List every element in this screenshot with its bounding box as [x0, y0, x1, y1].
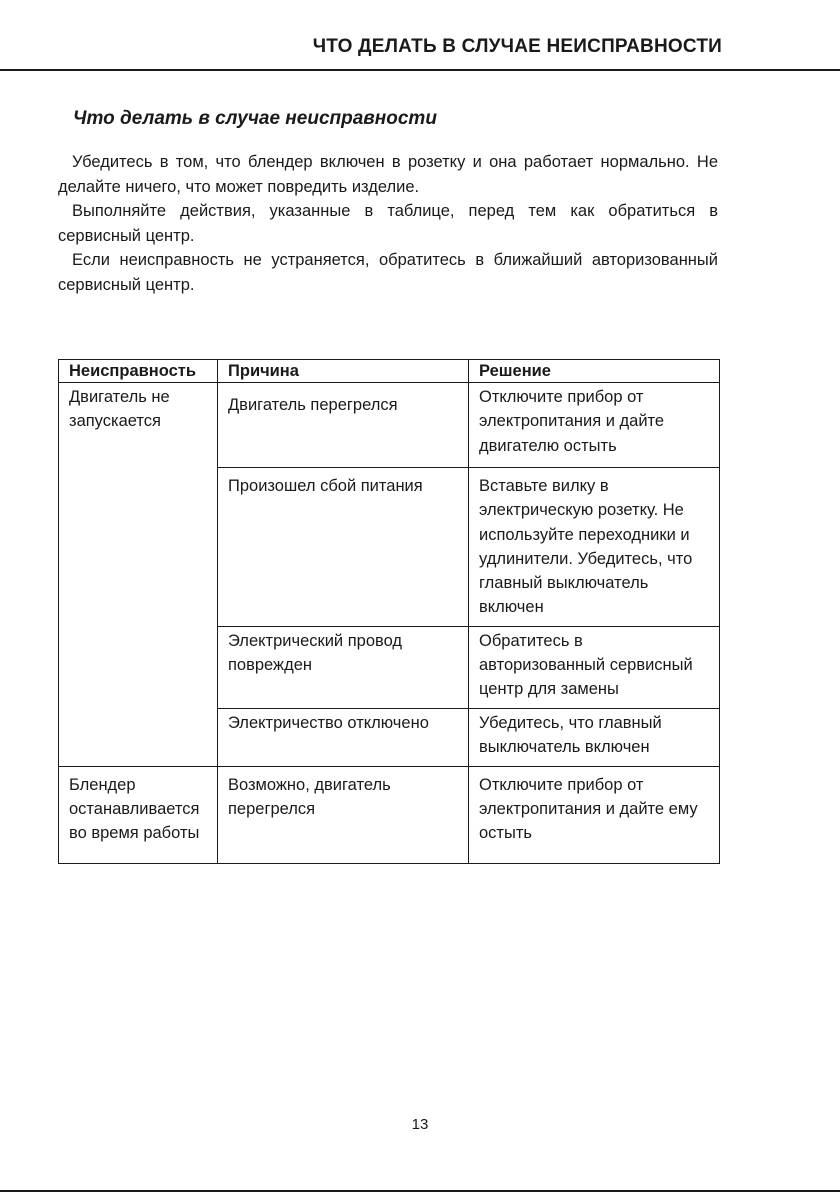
running-header: ЧТО ДЕЛАТЬ В СЛУЧАЕ НЕИСПРАВНОСТИ [312, 36, 722, 57]
header-divider [0, 69, 840, 71]
column-header-cause: Причина [218, 360, 469, 383]
page-number: 13 [411, 1116, 429, 1133]
cause-cell: Возможно, двигатель перегрелся [218, 766, 469, 863]
intro-paragraph: Если неисправность не устраняется, обратитесь в ближайший авторизованный сервисный центр. [58, 251, 718, 294]
cause-cell: Произошел сбой питания [218, 468, 469, 627]
solution-cell: Отключите прибор от электропитания и дайте ему остыть [469, 766, 720, 863]
cause-cell: Электричество отключено [218, 708, 469, 766]
cause-cell: Электрический провод поврежден [218, 626, 469, 708]
column-header-solution: Решение [469, 360, 720, 383]
problem-cell: Двигатель не запускается [59, 383, 218, 767]
problem-cell: Блендер останавливается во время работы [59, 766, 218, 863]
intro-paragraph: Убедитесь в том, что блендер включен в розетку и она работает нормально. Не делайте ничего, что может повредить изделие. [58, 153, 718, 196]
column-header-problem: Неисправность [59, 360, 218, 383]
solution-cell: Вставьте вилку в электрическую розетку. Не используйте переходники и удлинители. Убедитесь, что главный выключатель включен [469, 468, 720, 627]
troubleshooting-table [58, 359, 720, 864]
table-header-row [59, 360, 720, 383]
table-row [59, 383, 720, 468]
cause-cell: Двигатель перегрелся [218, 383, 469, 468]
intro-paragraph: Выполняйте действия, указанные в таблице, перед тем как обратиться в сервисный центр. [58, 202, 718, 245]
table-row [59, 766, 720, 863]
intro-text [58, 150, 718, 297]
solution-cell: Убедитесь, что главный выключатель включен [469, 708, 720, 766]
section-title: Что делать в случае неисправности [73, 108, 437, 129]
solution-cell: Обратитесь в авторизованный сервисный центр для замены [469, 626, 720, 708]
solution-cell: Отключите прибор от электропитания и дайте двигателю остыть [469, 383, 720, 468]
